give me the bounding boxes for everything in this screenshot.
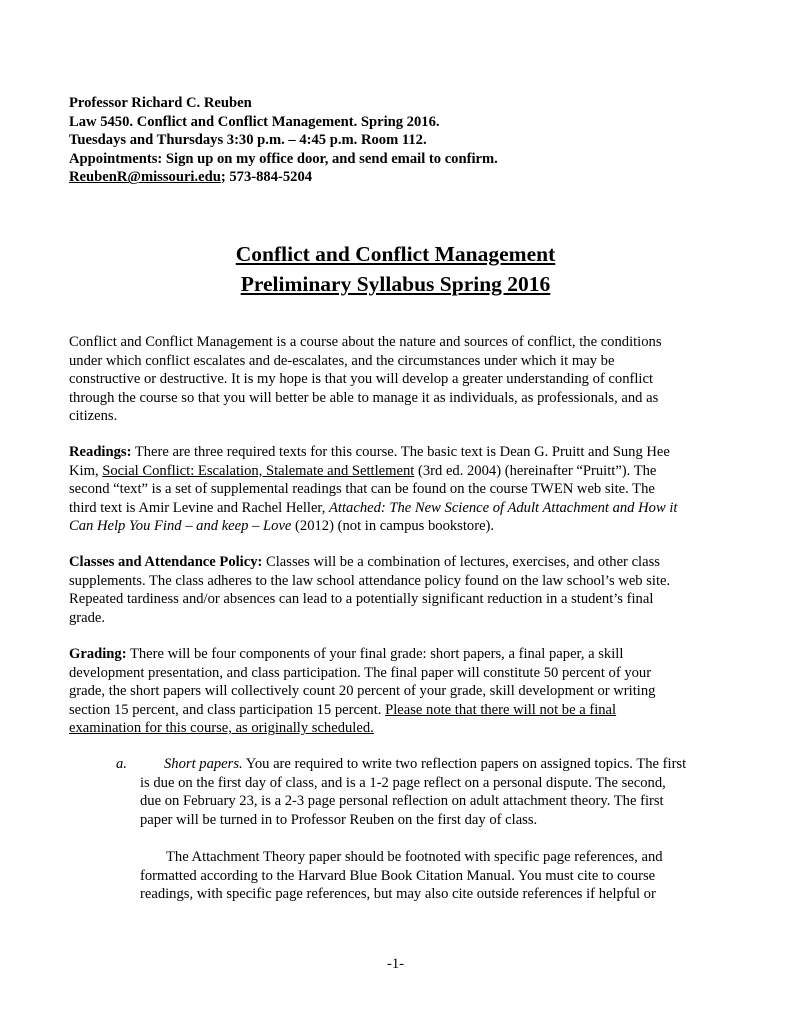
intro-line: citizens. xyxy=(69,408,118,425)
course-header xyxy=(69,94,498,187)
book-title-attached: Attached: The New Science of Adult Attachment and How it xyxy=(329,499,678,516)
professor-name: Professor Richard C. Reuben xyxy=(69,95,252,111)
short-papers-text: is due on the first day of class, and is a 1-2 page reflect on a personal dispute. The second, xyxy=(140,774,666,791)
readings-text: There are three required texts for this course. The basic text is Dean G. Pruitt and Sung Hee xyxy=(131,444,670,460)
attendance-text: grade. xyxy=(69,609,106,626)
readings-text: second “text” is a set of supplemental readings that can be found on the course TWEN web site. The xyxy=(69,481,655,498)
short-papers-text: paper will be turned in to Professor Reuben on the first day of class. xyxy=(140,811,538,828)
attendance-text: Repeated tardiness and/or absences can lead to a potentially significant reduction in a student’s final xyxy=(69,591,654,608)
readings-text: Kim, xyxy=(69,462,103,479)
attendance-section xyxy=(69,553,724,627)
readings-section xyxy=(69,443,724,536)
intro-line: through the course so that you will better be able to manage it as individuals, as professionals, and as xyxy=(69,389,659,406)
attachment-paper-text: formatted according to the Harvard Blue Book Citation Manual. You must cite to course xyxy=(140,867,656,884)
book-title-attached-cont: Can Help You Find – and keep – Love xyxy=(69,518,292,535)
title-line-1: Conflict and Conflict Management xyxy=(235,242,556,266)
short-papers-text: You are required to write two reflection papers on assigned topics. The first xyxy=(242,756,687,772)
intro-line: under which conflict escalates and de-escalates, and the circumstances under which it may be xyxy=(69,352,615,369)
grading-text: grade, the short papers will collectively count 20 percent of your grade, skill development or writing xyxy=(69,683,656,700)
title-line-2: Preliminary Syllabus Spring 2016 xyxy=(240,272,551,296)
appointments-info: Appointments: Sign up on my office door, and send email to confirm. xyxy=(69,150,498,167)
list-marker: a. xyxy=(116,756,127,772)
intro-line: Conflict and Conflict Management is a course about the nature and sources of conflict, the conditions xyxy=(69,334,662,350)
intro-paragraph xyxy=(69,333,724,426)
readings-heading: Readings: xyxy=(69,444,132,460)
short-papers-text: due on February 23, is a 2-3 page personal reflection on adult attachment theory. The first xyxy=(140,793,664,810)
grading-section xyxy=(69,645,724,738)
attachment-paper-text: The Attachment Theory paper should be footnoted with specific page references, and xyxy=(166,849,663,865)
phone-number: ; 573-884-5204 xyxy=(220,169,313,186)
readings-text: (3rd ed. 2004) (hereinafter “Pruitt”). The xyxy=(414,462,657,479)
contact-line xyxy=(69,168,498,187)
attendance-text: Classes will be a combination of lectures, exercises, and other class xyxy=(262,554,660,570)
grading-text: There will be four components of your final grade: short papers, a final paper, a skill xyxy=(126,646,624,662)
course-info: Law 5450. Conflict and Conflict Management. Spring 2016. xyxy=(69,113,440,130)
readings-text: (2012) (not in campus bookstore). xyxy=(291,518,495,535)
short-papers-item xyxy=(116,755,726,829)
attachment-paper-paragraph xyxy=(140,848,730,904)
no-final-exam-notice: examination for this course, as originally scheduled. xyxy=(69,720,374,737)
grading-text: section 15 percent, and class participation 15 percent. xyxy=(69,701,386,718)
readings-text: third text is Amir Levine and Rachel Heller, xyxy=(69,499,330,516)
attachment-paper-text: readings, with specific page references, but may also cite outside references if helpful or xyxy=(140,886,656,903)
grading-heading: Grading: xyxy=(69,646,127,662)
document-title xyxy=(0,239,791,299)
class-schedule: Tuesdays and Thursdays 3:30 p.m. – 4:45 p.m. Room 112. xyxy=(69,132,427,149)
grading-text: development presentation, and class participation. The final paper will constitute 50 percent of your xyxy=(69,664,652,681)
no-final-exam-notice: Please note that there will not be a final xyxy=(385,701,617,718)
attendance-text: supplements. The class adheres to the law school attendance policy found on the law school’s web site. xyxy=(69,572,671,589)
intro-line: constructive or destructive. It is my hope is that you will develop a greater understanding of conflict xyxy=(69,371,653,388)
page-number: -1- xyxy=(386,956,405,972)
attendance-heading: Classes and Attendance Policy: xyxy=(69,554,263,570)
short-papers-title: Short papers. xyxy=(164,756,243,772)
email-link[interactable]: ReubenR@missouri.edu xyxy=(69,169,221,186)
book-title-pruitt: Social Conflict: Escalation, Stalemate and Settlement xyxy=(102,462,415,479)
